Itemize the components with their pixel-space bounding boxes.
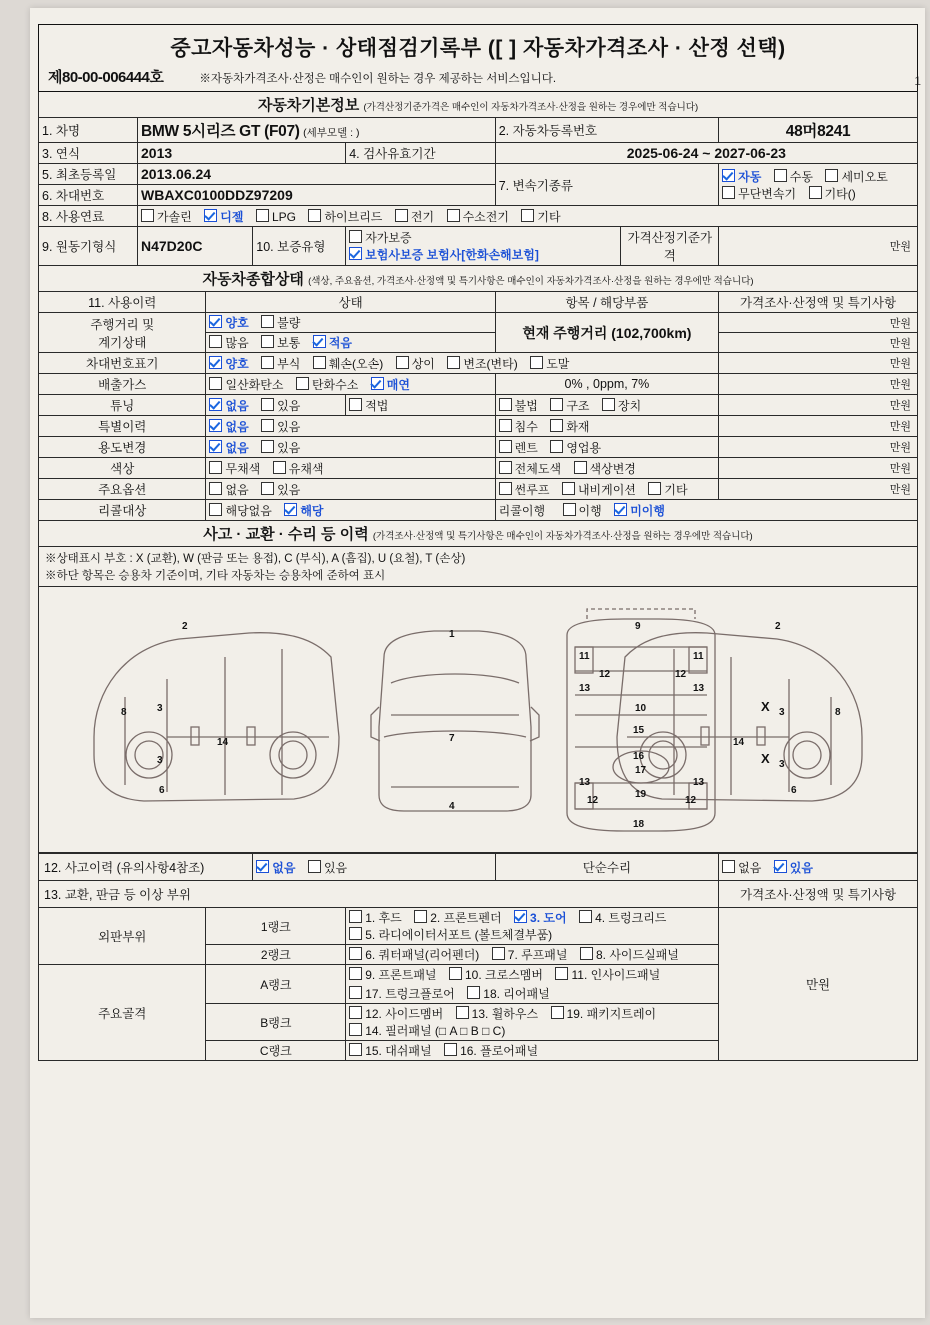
part-12[interactable]: 12. 사이드멤버 [349,1005,443,1022]
checkbox-icon[interactable] [349,247,362,260]
rank-frame-a: A랭크 [206,965,346,1004]
color-options [206,458,495,479]
section-basic-title: 자동차기본정보 [257,97,360,114]
checkbox-icon[interactable] [209,377,222,390]
page-title: 중고자동차성능 · 상태점검기록부 ([ ] 자동차가격조사 · 산정 선택) [170,37,786,60]
vin-opt-2[interactable]: 훼손(오손) [313,355,383,372]
label-vin: 6. 차대번호 [39,185,138,206]
inspection-form [38,24,918,1061]
checkbox-icon[interactable] [449,967,462,980]
frame-c-items [346,1041,719,1061]
group-main-frame: 주요골격 [39,965,206,1061]
checkbox-icon[interactable] [467,986,480,999]
usage-opt-yes[interactable]: 있음 [261,439,300,456]
mainopt-opt-yes[interactable]: 있음 [261,481,300,498]
tuning-legal [346,395,495,416]
part-5[interactable]: 5. 라디에이터서포트 (볼트체결부품) [349,926,552,943]
outer-rank1-items [346,908,719,945]
vehicle-diagram [39,587,917,853]
mileage-price-2: 만원 [719,333,918,353]
checkbox-icon[interactable] [456,1006,469,1019]
section-accident-band [39,521,918,547]
tuning-price: 만원 [719,395,918,416]
usage-sub-options [495,437,718,458]
tuning-opt-illegal[interactable]: 불법 [499,397,538,414]
part-3[interactable]: 3. 도어 [514,909,567,926]
row-label-vin-mark: 차대번호표기 [39,353,206,374]
checkbox-icon[interactable] [209,356,222,369]
checkbox-icon[interactable] [261,356,274,369]
mainopt-options [206,479,495,500]
fuel-option-6[interactable]: 기타 [521,208,560,225]
state-code-note-1: ※상태표시 부호 : X (교환), W (판금 또는 용접), C (부식), A (흠집), U (요철), T (손상) [45,553,466,565]
row-label-color: 색상 [39,458,206,479]
checkbox-icon[interactable] [349,986,362,999]
label-accident-history: 12. 사고이력 (유의사항4참조) [39,854,253,881]
tuning-opt-none[interactable]: 없음 [209,397,248,414]
svg-text:12: 12 [599,669,611,681]
label-first-reg: 5. 최초등록일 [39,164,138,185]
frame-b-items [346,1004,719,1041]
checkbox-icon[interactable] [313,335,326,348]
svg-text:8: 8 [835,707,841,719]
checkbox-icon[interactable] [209,335,222,348]
label-year: 3. 연식 [39,143,138,164]
part-8[interactable]: 8. 사이드실패널 [580,946,679,963]
svg-text:12: 12 [675,669,687,681]
row-label-usage: 용도변경 [39,437,206,458]
color-price: 만원 [719,458,918,479]
vin-mark-options [206,353,719,374]
warranty-option-0[interactable]: 자가보증 [349,229,411,246]
page-number: 1 [914,74,921,88]
checkbox-icon[interactable] [722,169,735,182]
checkbox-icon[interactable] [209,419,222,432]
emission-opt-hc[interactable]: 탄화수소 [296,376,358,393]
recall-opt-yes[interactable]: 해당 [284,502,323,519]
svg-text:17: 17 [635,765,647,777]
part-15[interactable]: 15. 대쉬패널 [349,1042,431,1059]
checkbox-icon[interactable] [273,461,286,474]
parts-price-header: 가격조사·산정액 및 특기사항 [719,881,918,908]
svg-text:19: 19 [635,789,647,801]
special-opt-fire[interactable]: 화재 [550,418,589,435]
special-sub-options [495,416,718,437]
transmission-option-3[interactable]: 무단변속기 [722,185,796,202]
emission-price: 만원 [719,374,918,395]
checkbox-icon[interactable] [349,1043,362,1056]
checkbox-icon[interactable] [447,209,460,222]
svg-text:13: 13 [693,683,705,695]
value-reg-no [719,118,918,143]
value-engine: N47D20C [141,238,203,254]
checkbox-icon[interactable] [349,947,362,960]
svg-text:8: 8 [121,707,127,719]
checkbox-icon[interactable] [349,230,362,243]
checkbox-icon[interactable] [256,209,269,222]
rank-outer-1: 1랭크 [206,908,346,945]
svg-text:3: 3 [779,759,785,771]
rank-frame-c: C랭크 [206,1041,346,1061]
usage-opt-rent[interactable]: 렌트 [499,439,538,456]
rank-frame-b: B랭크 [206,1004,346,1041]
warranty-options [346,227,621,266]
checkbox-icon[interactable] [550,419,563,432]
label-warranty: 10. 보증유형 [253,227,346,266]
accident-opt-none[interactable]: 없음 [256,859,295,876]
transmission-option-2[interactable]: 세미오토 [825,168,887,185]
header-price: 가격조사·산정액 및 특기사항 [719,292,918,313]
form-table [38,24,918,1061]
section-accident-title: 사고 · 교환 · 수리 등 이력 [203,526,369,543]
checkbox-icon[interactable] [414,910,427,923]
svg-text:3: 3 [157,755,163,767]
section-total-band [39,266,918,292]
part-16[interactable]: 16. 플로어패널 [444,1042,538,1059]
fuel-option-4[interactable]: 전기 [395,208,434,225]
svg-text:13: 13 [579,777,591,789]
parts-price-cell [719,908,918,1061]
checkbox-icon[interactable] [261,335,274,348]
transmission-option-1[interactable]: 수동 [774,168,813,185]
mainopt-sub-options [495,479,718,500]
frame-a-items-line2 [346,984,719,1004]
label-parts-section: 13. 교환, 판금 등 이상 부위 [39,881,719,908]
checkbox-icon[interactable] [395,209,408,222]
row-label-tuning: 튜닝 [39,395,206,416]
vin-opt-4[interactable]: 변조(변타) [447,355,517,372]
mileage-opt-few[interactable]: 적음 [313,334,352,351]
transmission-option-4[interactable]: 기타() [809,185,856,202]
svg-text:6: 6 [791,785,797,797]
checkbox-icon[interactable] [648,482,661,495]
car-name-text: BMW 5시리즈 GT (F07) [141,123,300,140]
checkbox-icon[interactable] [521,209,534,222]
part-10[interactable]: 10. 크로스멤버 [449,966,543,983]
fuel-options [138,206,918,227]
checkbox-icon[interactable] [209,482,222,495]
warranty-option-1[interactable]: 보험사보증 보험사[한화손해보험] [349,246,539,263]
label-car-name: 1. 차명 [39,118,138,143]
svg-text:13: 13 [693,777,705,789]
mainopt-opt-none[interactable]: 없음 [209,481,248,498]
mainopt-opt-sunroof[interactable]: 썬루프 [499,481,550,498]
checkbox-icon[interactable] [349,910,362,923]
part-18[interactable]: 18. 리어패널 [467,985,549,1002]
svg-text:2: 2 [775,621,781,633]
checkbox-icon[interactable] [209,461,222,474]
transmission-options [719,164,918,206]
part-11[interactable]: 11. 인사이드패널 [555,966,660,983]
svg-text:12: 12 [685,795,697,807]
tuning-opt-structure[interactable]: 구조 [550,397,589,414]
checkbox-icon[interactable] [602,398,615,411]
value-inspection: 2025-06-24 ~ 2027-06-23 [626,145,786,161]
svg-text:3: 3 [157,703,163,715]
svg-text:9: 9 [635,621,641,633]
section-accident-note: (가격조사·산정액 및 특기사항은 매수인이 자동차가격조사·산정을 원하는 경우에만 적습니다) [372,531,753,542]
mainopt-price: 만원 [719,479,918,500]
simple-repair-options [719,854,918,881]
section-basic-band [39,92,918,118]
document-paper [30,8,925,1318]
mileage-state-line1 [206,313,495,333]
checkbox-icon[interactable] [256,860,269,873]
tuning-opt-device[interactable]: 장치 [602,397,641,414]
vin-mark-price: 만원 [719,353,918,374]
tuning-opt-legal[interactable]: 적법 [349,397,388,414]
svg-text:13: 13 [579,683,591,695]
section-basic-note: (가격산정기준가격은 매수인이 자동차가격조사·산정을 원하는 경우에만 적습니다) [363,102,699,113]
checkbox-icon[interactable] [499,419,512,432]
svg-text:3: 3 [779,707,785,719]
special-options [206,416,495,437]
group-outer-panel: 외판부위 [39,908,206,965]
car-name-sub: (세부모델 : ) [303,127,360,139]
recall-sub [495,500,917,521]
checkbox-icon[interactable] [349,927,362,940]
checkbox-icon[interactable] [313,356,326,369]
checkbox-icon[interactable] [261,419,274,432]
value-car-name [138,118,496,143]
svg-text:4: 4 [449,801,455,813]
parts-price-unit: 만원 [805,978,831,993]
checkbox-icon[interactable] [261,440,274,453]
checkbox-icon[interactable] [209,440,222,453]
vehicle-diagram-svg [39,587,917,851]
checkbox-icon[interactable] [555,967,568,980]
checkbox-icon[interactable] [551,1006,564,1019]
svg-text:14: 14 [733,737,745,749]
part-14[interactable]: 14. 필러패널 (□ A □ B □ C) [349,1022,505,1039]
checkbox-icon[interactable] [722,860,735,873]
mainopt-opt-etc[interactable]: 기타 [648,481,687,498]
fuel-option-1[interactable]: 디젤 [204,208,243,225]
checkbox-icon[interactable] [499,398,512,411]
special-price: 만원 [719,416,918,437]
row-label-emission: 배출가스 [39,374,206,395]
checkbox-icon[interactable] [562,482,575,495]
simple-repair-opt-none[interactable]: 없음 [722,859,761,876]
mileage-value: 현재 주행거리 (102,700km) [495,313,718,353]
checkbox-icon[interactable] [514,910,527,923]
header-note: ※자동차가격조사·산정은 매수인이 원하는 경우 제공하는 서비스입니다. [199,73,557,85]
transmission-option-0[interactable]: 자동 [722,168,761,185]
checkbox-icon[interactable] [499,482,512,495]
state-code-note-2: ※하단 항목은 승용차 기준이며, 기타 자동차는 승용차에 준하여 표시 [45,569,386,582]
checkbox-icon[interactable] [296,377,309,390]
usage-opt-business[interactable]: 영업용 [550,439,601,456]
svg-text:X: X [761,699,770,715]
mileage-state-line2 [206,333,495,353]
label-reg-no: 2. 자동차등록번호 [495,118,718,143]
checkbox-icon[interactable] [141,209,154,222]
checkbox-icon[interactable] [308,860,321,873]
part-2[interactable]: 2. 프론트펜더 [414,909,501,926]
special-opt-flood[interactable]: 침수 [499,418,538,435]
checkbox-icon[interactable] [261,398,274,411]
label-price-standard: 가격산정기준가격 [621,227,719,266]
svg-text:11: 11 [579,651,590,663]
checkbox-icon[interactable] [809,186,822,199]
mileage-opt-normal[interactable]: 보통 [261,334,300,351]
vin-opt-3[interactable]: 상이 [396,355,435,372]
color-opt-changed[interactable]: 색상변경 [574,460,636,477]
recall-opt-na[interactable]: 해당없음 [209,502,271,519]
tuning-opt-yes[interactable]: 있음 [261,397,300,414]
row-label-mileage: 주행거리 및 계기상태 [39,313,206,353]
checkbox-icon[interactable] [579,910,592,923]
part-9[interactable]: 9. 프론트패널 [349,966,436,983]
part-6[interactable]: 6. 쿼터패널(리어펜더) [349,946,479,963]
outer-rank2-items [346,945,719,965]
svg-text:7: 7 [449,733,455,745]
row-label-options: 주요옵션 [39,479,206,500]
simple-repair-opt-yes[interactable]: 있음 [774,859,813,876]
document-number: 제80-00-006444호 [48,69,164,86]
section-total-note: (색상, 주요옵션, 가격조사·산정액 및 특기사항은 매수인이 자동차가격조사·산정을 원하는 경우에만 적습니다) [308,276,754,287]
section-total-title: 자동차종합상태 [202,271,304,288]
label-engine: 9. 원동기형식 [39,227,138,266]
checkbox-icon[interactable] [530,356,543,369]
checkbox-icon[interactable] [492,947,505,960]
part-1[interactable]: 1. 후드 [349,909,402,926]
color-sub-options [495,458,718,479]
svg-text:14: 14 [217,737,229,749]
fuel-option-3[interactable]: 하이브리드 [308,208,382,225]
emission-options [206,374,495,395]
header-item: 항목 / 해당부품 [495,292,718,313]
label-inspection: 4. 검사유효기간 [346,143,496,164]
checkbox-icon[interactable] [722,186,735,199]
checkbox-icon[interactable] [550,440,563,453]
svg-text:2: 2 [182,621,188,633]
checkbox-icon[interactable] [204,209,217,222]
mainopt-opt-nav[interactable]: 내비게이션 [562,481,636,498]
svg-text:1: 1 [449,629,455,641]
checkbox-icon[interactable] [261,482,274,495]
special-opt-yes[interactable]: 있음 [261,418,300,435]
accident-opt-yes[interactable]: 있음 [308,859,347,876]
checkbox-icon[interactable] [349,1006,362,1019]
special-opt-none[interactable]: 없음 [209,418,248,435]
color-opt-achromatic[interactable]: 무채색 [209,460,260,477]
header-state: 상태 [206,292,495,313]
value-first-reg: 2013.06.24 [141,166,212,182]
vin-opt-1[interactable]: 부식 [261,355,300,372]
checkbox-icon[interactable] [349,1023,362,1036]
value-vin: WBAXC0100DDZ97209 [141,187,293,203]
part-13[interactable]: 13. 휠하우스 [456,1005,538,1022]
accident-history-options [253,854,495,881]
recall-opt-notdone[interactable]: 미이행 [614,502,665,519]
svg-text:11: 11 [693,651,704,663]
reg-no-text: 48머8241 [785,123,851,140]
usage-price: 만원 [719,437,918,458]
checkbox-icon[interactable] [444,1043,457,1056]
checkbox-icon[interactable] [349,398,362,411]
checkbox-icon[interactable] [550,398,563,411]
svg-text:16: 16 [633,751,645,763]
usage-opt-none[interactable]: 없음 [209,439,248,456]
checkbox-icon[interactable] [614,503,627,516]
svg-text:10: 10 [635,703,647,715]
checkbox-icon[interactable] [774,860,787,873]
svg-text:15: 15 [633,725,645,737]
mileage-price-1: 만원 [719,313,918,333]
checkbox-icon[interactable] [349,967,362,980]
row-label-special: 특별이력 [39,416,206,437]
header-use-history: 11. 사용이력 [39,292,206,313]
vin-opt-0[interactable]: 양호 [209,355,248,372]
simple-repair-label: 단순수리 [495,854,718,881]
checkbox-icon[interactable] [563,503,576,516]
checkbox-icon[interactable] [774,169,787,182]
part-4[interactable]: 4. 트렁크리드 [579,909,666,926]
color-opt-chromatic[interactable]: 유채색 [273,460,324,477]
recall-sub-label: 리콜이행 [498,503,546,518]
part-7[interactable]: 7. 루프패널 [492,946,568,963]
checkbox-icon[interactable] [447,356,460,369]
part-19[interactable]: 19. 패키지트레이 [551,1005,657,1022]
price-standard-unit: 만원 [719,227,918,266]
svg-text:18: 18 [633,819,645,831]
tuning-options [206,395,346,416]
checkbox-icon[interactable] [371,377,384,390]
state-code-note [39,547,917,586]
checkbox-icon[interactable] [284,503,297,516]
checkbox-icon[interactable] [825,169,838,182]
value-year: 2013 [141,145,173,161]
label-transmission: 7. 변속기종류 [495,164,718,206]
checkbox-icon[interactable] [499,440,512,453]
checkbox-icon[interactable] [209,398,222,411]
emission-values: 0% , 0ppm, 7% [495,374,718,395]
usage-options [206,437,495,458]
fuel-option-0[interactable]: 가솔린 [141,208,192,225]
mileage-opt-bad[interactable]: 불량 [261,314,300,331]
checkbox-icon[interactable] [261,315,274,328]
checkbox-icon[interactable] [396,356,409,369]
label-fuel: 8. 사용연료 [39,206,138,227]
vin-opt-5[interactable]: 도말 [530,355,569,372]
svg-text:12: 12 [587,795,599,807]
row-label-recall: 리콜대상 [39,500,206,521]
emission-opt-co[interactable]: 일산화탄소 [209,376,283,393]
svg-text:6: 6 [159,785,165,797]
recall-opt-done[interactable]: 이행 [563,502,602,519]
color-opt-fullpaint[interactable]: 전체도색 [499,460,561,477]
svg-text:X: X [761,751,770,767]
mileage-opt-good[interactable]: 양호 [209,314,248,331]
fuel-option-5[interactable]: 수소전기 [447,208,509,225]
checkbox-icon[interactable] [499,461,512,474]
mileage-opt-many[interactable]: 많음 [209,334,248,351]
frame-a-items-line1 [346,965,719,985]
checkbox-icon[interactable] [209,503,222,516]
checkbox-icon[interactable] [580,947,593,960]
fuel-option-2[interactable]: LPG [256,209,296,224]
recall-options [206,500,495,521]
checkbox-icon[interactable] [308,209,321,222]
rank-outer-2: 2랭크 [206,945,346,965]
emission-opt-smoke[interactable]: 매연 [371,376,410,393]
checkbox-icon[interactable] [574,461,587,474]
checkbox-icon[interactable] [209,315,222,328]
part-17[interactable]: 17. 트렁크플로어 [349,985,455,1002]
tuning-sub-options [495,395,718,416]
